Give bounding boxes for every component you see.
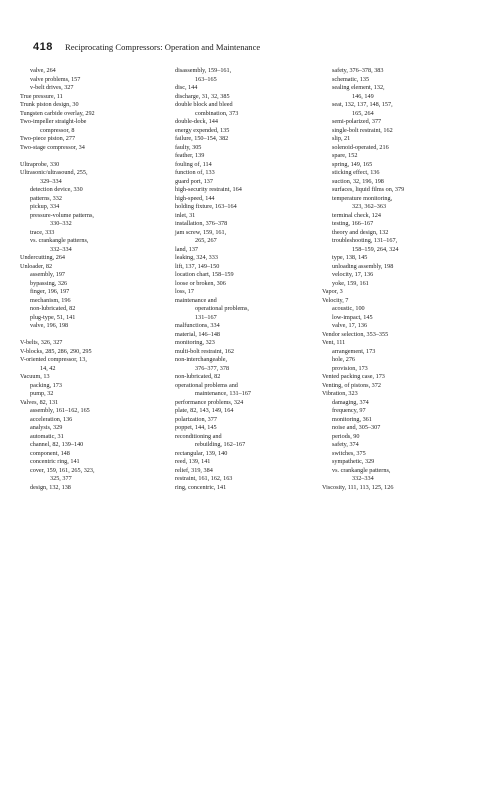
index-heading: polarization, 377 (175, 415, 217, 423)
index-heading: failure, 150–154, 382 (175, 135, 229, 142)
index-heading: Viscosity, 111, 113, 125, 126 (322, 483, 394, 491)
index-subentry: 146, 149 (352, 92, 374, 100)
index-subentry: sealing element, 132, (332, 84, 385, 91)
index-heading: Valves, 82, 131 (20, 398, 59, 406)
index-column-3 (322, 67, 472, 492)
index-heading: Undercutting, 264 (20, 254, 66, 261)
index-heading: Unloader, 82 (20, 262, 53, 270)
index-subentry: 329–334 (40, 177, 62, 185)
index-subentry: 323, 362–363 (352, 203, 387, 210)
index-subentry: detection device, 330 (30, 186, 83, 193)
index-heading: Vented packing case, 173 (322, 373, 385, 380)
index-heading: monitoring, 323 (175, 339, 215, 346)
index-subentry: 330–332 (50, 220, 72, 227)
index-subentry: 165, 264 (352, 109, 374, 117)
index-heading: Vibration, 323 (322, 390, 358, 397)
index-heading: V-blocks, 285, 286, 290, 295 (20, 347, 92, 355)
index-subentry: 158–159, 264, 324 (352, 245, 399, 253)
index-subentry: schematic, 135 (332, 75, 370, 83)
index-heading: relief, 319, 384 (175, 466, 213, 474)
index-subentry: combination, 373 (195, 109, 239, 117)
index-subentry: sympathetic, 329 (332, 458, 375, 465)
index-heading: Ultraprobe, 330 (20, 160, 60, 168)
index-subentry: trace, 333 (30, 228, 55, 236)
index-heading: land, 137 (175, 245, 199, 253)
index-heading: non-lubricated, 82 (175, 373, 221, 380)
index-heading: V-belts, 326, 327 (20, 339, 63, 346)
index-heading: operational problems and (175, 381, 238, 389)
index-heading: location chart, 158–159 (175, 271, 234, 278)
index-heading: Trunk piston design, 30 (20, 101, 79, 108)
index-subentry: pressure-volume patterns, (30, 211, 94, 219)
index-subentry: finger, 196, 197 (30, 288, 70, 295)
index-heading: Two-stage compressor, 34 (20, 143, 85, 151)
index-subentry: yoke, 159, 161 (332, 279, 369, 287)
index-subentry: analysis, 329 (30, 424, 63, 431)
index-subentry: acoustic, 100 (332, 305, 365, 312)
index-subentry: type, 138, 145 (332, 254, 368, 261)
index-heading: loose or broken, 306 (175, 279, 226, 287)
index-heading: high-speed, 144 (175, 194, 215, 202)
index-subentry: 163–165 (195, 75, 217, 83)
index-subentry: 14, 42 (40, 364, 56, 372)
index-subentry: design, 132, 138 (30, 483, 71, 491)
index-heading: ring, concentric, 141 (175, 483, 227, 491)
index-heading: Vent, 111 (322, 339, 346, 346)
index-heading: inlet, 31 (175, 211, 196, 219)
index-subentry: component, 148 (30, 449, 70, 457)
index-subentry: valve, 264 (30, 67, 56, 74)
index-subentry: bypassing, 326 (30, 279, 68, 287)
index-subentry: 376–377, 378 (195, 364, 230, 372)
index-heading: Ultrasonic/ultrasound, 255, (20, 169, 88, 176)
index-subentry: cover, 159, 161, 265, 323, (30, 466, 95, 474)
index-heading: V-oriented compressor, 13, (20, 356, 87, 363)
index-subentry: safety, 376–378, 383 (332, 67, 384, 74)
index-subentry: provision, 173 (332, 364, 368, 372)
index-subentry: arrangement, 173 (332, 347, 376, 355)
index-heading: reconditioning and (175, 432, 222, 440)
index-subentry: compressor, 8 (40, 126, 75, 134)
index-heading: malfunctions, 334 (175, 322, 220, 329)
index-heading: disc, 144 (175, 84, 198, 91)
index-subentry: packing, 173 (30, 381, 62, 389)
index-heading: Venting, of pistons, 372 (322, 381, 381, 389)
index-subentry: low-impact, 145 (332, 313, 373, 321)
index-subentry: operational problems, (195, 305, 249, 312)
index-subentry: troubleshooting, 131–167, (332, 237, 398, 244)
index-heading: Vacuum, 13 (20, 373, 50, 380)
page-number: 418 (33, 41, 53, 53)
index-heading: jam screw, 159, 161, (175, 228, 227, 236)
index-heading: Two-piece piston, 277 (20, 135, 76, 142)
index-subentry: v-belt drives, 327 (30, 84, 74, 91)
index-heading: feather, 139 (175, 152, 205, 159)
index-heading: Velocity, 7 (322, 296, 349, 304)
index-subentry: assembly, 161–162, 165 (30, 407, 90, 414)
index-subentry: 332–334 (352, 475, 374, 482)
index-heading: reed, 139, 141 (175, 458, 211, 465)
index-subentry: single-bolt restraint, 162 (332, 126, 393, 134)
index-subentry: switches, 375 (332, 449, 366, 457)
index-heading: discharge, 31, 32, 385 (175, 92, 230, 100)
index-heading: energy expended, 135 (175, 126, 230, 134)
index-heading: performance problems, 324 (175, 398, 244, 406)
index-subentry: maintenance, 131–167 (195, 390, 252, 397)
index-subentry: 325, 377 (50, 475, 72, 482)
index-heading: Tungsten carbide overlay, 292 (20, 109, 95, 117)
index-subentry: surfaces, liquid films on, 379 (332, 186, 405, 193)
index-subentry: concentric ring, 141 (30, 458, 80, 465)
index-subentry: temperature monitoring, (332, 194, 393, 202)
index-heading: double block and bleed (175, 101, 233, 108)
index-subentry: channel, 82, 139–140 (30, 441, 84, 448)
index-subentry: terminal check, 124 (332, 211, 381, 219)
index-subentry: semi-polarized, 377 (332, 118, 382, 125)
index-heading: loss, 17 (175, 288, 194, 295)
index-subentry: rebuilding, 162–167 (195, 441, 246, 448)
index-heading: poppet, 144, 145 (175, 424, 217, 431)
index-heading: non-interchangeable, (175, 356, 228, 363)
index-subentry: pickup, 334 (30, 203, 60, 210)
index-subentry: spring, 149, 165 (332, 160, 373, 168)
index-heading: plate, 82, 143, 149, 164 (175, 407, 234, 414)
index-heading: fouling of, 114 (175, 160, 212, 168)
index-heading: material, 146–148 (175, 330, 221, 338)
index-subentry: valve problems, 157 (30, 75, 81, 83)
index-subentry: slip, 21 (332, 135, 351, 142)
index-heading: double-deck, 144 (175, 118, 218, 125)
index-subentry: automatic, 31 (30, 432, 64, 440)
index-heading: multi-bolt restraint, 162 (175, 347, 234, 355)
index-subentry: velocity, 17, 136 (332, 271, 374, 278)
index-subentry: non-lubricated, 82 (30, 305, 76, 312)
index-gap (20, 331, 170, 340)
index-heading: guard port, 137 (175, 177, 213, 185)
index-heading: faulty, 305 (175, 143, 202, 151)
index-subentry: hole, 276 (332, 356, 356, 363)
index-subentry: monitoring, 361 (332, 415, 372, 423)
index-heading: True pressure, 11 (20, 92, 63, 100)
index-heading: rectangular, 139, 140 (175, 449, 228, 457)
index-subentry: noise and, 305–307 (332, 424, 381, 431)
index-heading: Vapor, 3 (322, 288, 343, 295)
index-heading: Two-impeller straight-lobe (20, 118, 87, 125)
index-subentry: testing, 166–167 (332, 220, 374, 227)
index-subentry: 265, 267 (195, 237, 217, 244)
index-heading: restraint, 161, 162, 163 (175, 475, 233, 482)
index-subentry: sticking effect, 136 (332, 169, 380, 176)
index-subentry: frequency, 97 (332, 407, 366, 414)
index-heading: leaking, 324, 333 (175, 254, 218, 261)
index-gap (20, 152, 170, 161)
index-subentry: damaging, 374 (332, 398, 369, 406)
index-subentry: seat, 132, 137, 148, 157, (332, 101, 393, 108)
index-heading: installation, 376–378 (175, 220, 228, 227)
index-heading: function of, 133 (175, 169, 215, 176)
index-subentry: suction, 32, 196, 198 (332, 177, 384, 185)
index-subentry: spare, 152 (332, 152, 358, 159)
index-heading: high-security restraint, 164 (175, 186, 242, 193)
index-subentry: 332–334 (50, 245, 72, 253)
index-subentry: safety, 374 (332, 441, 359, 448)
index-column-2 (175, 67, 325, 492)
index-subentry: valve, 196, 198 (30, 322, 69, 329)
index-subentry: theory and design, 132 (332, 228, 389, 236)
index-subentry: plug-type, 51, 141 (30, 313, 76, 321)
index-subentry: patterns, 332 (30, 194, 62, 202)
running-title: Reciprocating Compressors: Operation and Maintenance (65, 42, 261, 52)
index-subentry: acceleration, 136 (30, 415, 73, 423)
index-subentry: 131–167 (195, 313, 217, 321)
index-heading: lift, 137, 149–150 (175, 262, 220, 270)
index-heading: holding fixture, 163–164 (175, 203, 237, 210)
index-heading: Vendor selection, 353–355 (322, 330, 389, 338)
index-subentry: vs. crankangle patterns, (332, 466, 391, 474)
index-subentry: assembly, 197 (30, 271, 66, 278)
index-subentry: valve, 17, 136 (332, 322, 368, 329)
index-column-1 (20, 67, 170, 492)
index-subentry: vs. crankangle patterns, (30, 237, 89, 244)
running-header (33, 41, 463, 53)
index-subentry: pump, 32 (30, 390, 54, 397)
index-heading: disassembly, 159–161, (175, 67, 232, 74)
index-heading: maintenance and (175, 296, 217, 304)
index-subentry: mechanism, 196 (30, 296, 71, 304)
index-subentry: solenoid-operated, 216 (332, 143, 389, 151)
index-subentry: periods, 90 (332, 432, 360, 440)
index-subentry: unloading assembly, 198 (332, 262, 394, 270)
